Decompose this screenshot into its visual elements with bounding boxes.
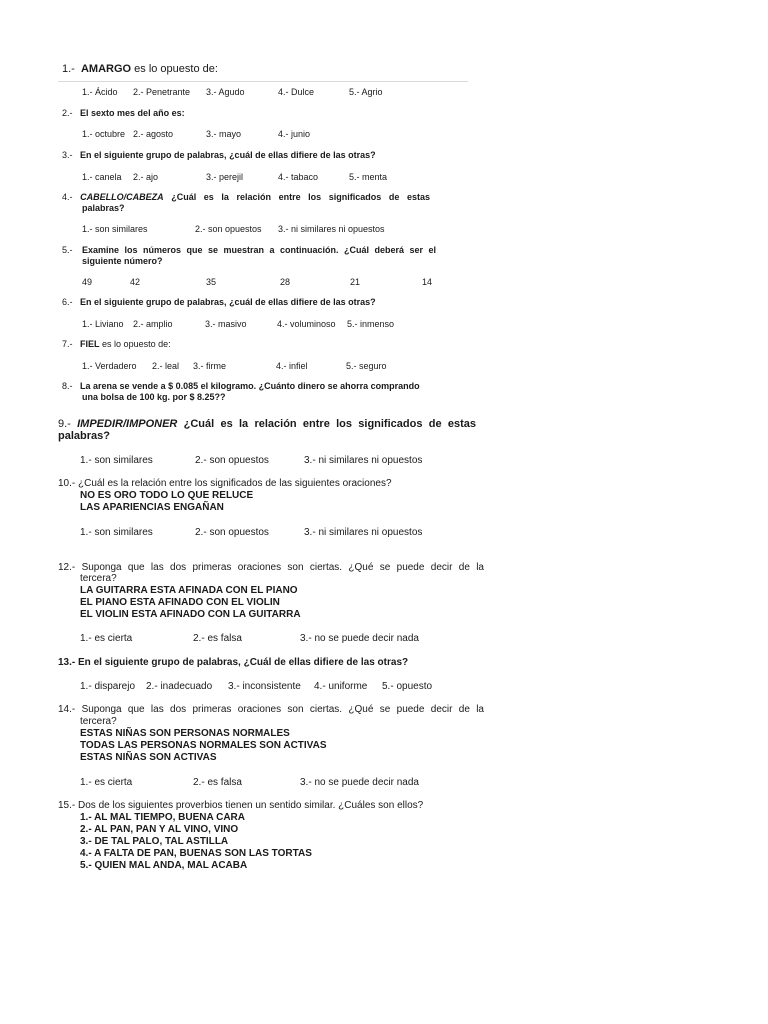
q10-sentence: LAS APARIENCIAS ENGAÑAN bbox=[80, 502, 224, 513]
q6-option: 2.- amplio bbox=[133, 319, 173, 329]
q7-option: 5.- seguro bbox=[346, 361, 387, 371]
q3-option: 1.- canela bbox=[82, 172, 122, 182]
q14-option: 1.- es cierta bbox=[80, 777, 133, 788]
q9-option: 1.- son similares bbox=[80, 455, 153, 466]
q14-sentence: TODAS LAS PERSONAS NORMALES SON ACTIVAS bbox=[80, 740, 327, 751]
q7-option: 2.- leal bbox=[152, 361, 180, 371]
divider bbox=[58, 81, 468, 82]
q6-option: 4.- voluminoso bbox=[277, 319, 336, 329]
q14-text: Suponga que las dos primeras oraciones son ciertas. ¿Qué se puede decir de la bbox=[81, 704, 484, 715]
q2-number: 2.- bbox=[62, 108, 73, 118]
q9-text: ¿Cuál es la relación entre los significados de estas bbox=[183, 418, 476, 430]
q5-line bbox=[82, 245, 436, 255]
q5-option: 49 bbox=[82, 277, 93, 287]
q8-text-cont: una bolsa de 100 kg. por $ 8.25?? bbox=[82, 392, 226, 402]
q10-sentence: NO ES ORO TODO LO QUE RELUCE bbox=[80, 490, 254, 501]
q14-sentence: ESTAS NIÑAS SON PERSONAS NORMALES bbox=[80, 728, 290, 739]
q6-line bbox=[62, 297, 376, 307]
q4-line bbox=[62, 192, 430, 202]
q7-text: es lo opuesto de: bbox=[102, 339, 171, 349]
q7-option: 3.- firme bbox=[193, 361, 227, 371]
q5-number: 5.- bbox=[62, 245, 73, 255]
q7-line bbox=[62, 339, 171, 349]
q1-text: es lo opuesto de: bbox=[134, 63, 218, 75]
q15-proverb: 4.- A FALTA DE PAN, BUENAS SON LAS TORTAS bbox=[80, 848, 312, 859]
q7-option: 4.- infiel bbox=[276, 361, 308, 371]
q1-option: 5.- Agrio bbox=[349, 87, 383, 97]
q12-text-cont: tercera? bbox=[80, 573, 117, 584]
q5-option: 42 bbox=[130, 277, 141, 287]
q15-proverb: 1.- AL MAL TIEMPO, BUENA CARA bbox=[80, 812, 246, 823]
q1-number: 1.- bbox=[62, 63, 75, 75]
q4-text: ¿Cuál es la relación entre los significados de estas bbox=[171, 192, 430, 202]
q15-line bbox=[58, 800, 423, 811]
q15-proverb: 3.- DE TAL PALO, TAL ASTILLA bbox=[80, 836, 229, 847]
q2-option: 2.- agosto bbox=[133, 129, 174, 139]
q9-text-cont: palabras? bbox=[58, 430, 110, 442]
q4-text-cont: palabras? bbox=[82, 203, 125, 213]
q6-option: 3.- masivo bbox=[205, 319, 247, 329]
q13-option: 5.- opuesto bbox=[382, 681, 433, 692]
q12-option: 3.- no se puede decir nada bbox=[300, 633, 419, 644]
q3-number: 3.- bbox=[62, 150, 73, 160]
q5-text-cont: siguiente número? bbox=[82, 256, 163, 266]
q3-option: 2.- ajo bbox=[133, 172, 159, 182]
q14-text-cont: tercera? bbox=[80, 716, 117, 727]
q15-proverb: 2.- AL PAN, PAN Y AL VINO, VINO bbox=[80, 824, 239, 835]
q5-option: 21 bbox=[350, 277, 361, 287]
q2-line bbox=[62, 108, 185, 118]
q10-text: ¿Cuál es la relación entre los significados de las siguientes oraciones? bbox=[78, 478, 392, 489]
q12-number: 12.- bbox=[58, 562, 76, 573]
q12-option: 2.- es falsa bbox=[193, 633, 242, 644]
q13-number: 13.- bbox=[58, 657, 76, 668]
q10-line bbox=[58, 478, 392, 489]
q7-keyword: FIEL bbox=[80, 339, 100, 349]
q6-option: 1.- Liviano bbox=[82, 319, 124, 329]
q14-option: 3.- no se puede decir nada bbox=[300, 777, 419, 788]
q9-option: 2.- son opuestos bbox=[195, 455, 269, 466]
q1-option: 2.- Penetrante bbox=[133, 87, 191, 97]
q14-sentence: ESTAS NIÑAS SON ACTIVAS bbox=[80, 752, 217, 763]
q2-text: El sexto mes del año es: bbox=[80, 108, 185, 118]
q15-number: 15.- bbox=[58, 800, 76, 811]
q1-option: 4.- Dulce bbox=[278, 87, 315, 97]
q6-text: En el siguiente grupo de palabras, ¿cuál de ellas difiere de las otras? bbox=[80, 297, 376, 307]
q3-option: 4.- tabaco bbox=[278, 172, 319, 182]
q9-keyword: IMPEDIR/IMPONER bbox=[77, 418, 178, 430]
q15-text: Dos de los siguientes proverbios tienen un sentido similar. ¿Cuáles son ellos? bbox=[78, 800, 424, 811]
q5-option: 28 bbox=[280, 277, 291, 287]
q10-number: 10.- bbox=[58, 478, 76, 489]
q6-number: 6.- bbox=[62, 297, 73, 307]
q2-option: 1.- octubre bbox=[82, 129, 126, 139]
q13-line bbox=[58, 657, 408, 668]
q8-line bbox=[62, 381, 420, 391]
q12-sentence: LA GUITARRA ESTA AFINADA CON EL PIANO bbox=[80, 585, 298, 596]
q12-line bbox=[58, 562, 484, 573]
q7-option: 1.- Verdadero bbox=[82, 361, 137, 371]
q1-option: 1.- Ácido bbox=[82, 87, 118, 97]
q1-option: 3.- Agudo bbox=[206, 87, 245, 97]
q9-number: 9.- bbox=[58, 418, 71, 430]
q5-text: Examine los números que se muestran a continuación. ¿Cuál deberá ser el bbox=[82, 245, 436, 255]
q10-option: 3.- ni similares ni opuestos bbox=[304, 527, 423, 538]
q13-option: 1.- disparejo bbox=[80, 681, 136, 692]
q2-option: 4.- junio bbox=[278, 129, 311, 139]
q12-sentence: EL PIANO ESTA AFINADO CON EL VIOLIN bbox=[80, 597, 280, 608]
q4-option: 3.- ni similares ni opuestos bbox=[278, 224, 385, 234]
q1-line bbox=[62, 63, 218, 75]
q7-number: 7.- bbox=[62, 339, 73, 349]
q14-line bbox=[58, 704, 484, 715]
q2-option: 3.- mayo bbox=[206, 129, 242, 139]
q8-number: 8.- bbox=[62, 381, 73, 391]
q3-option: 3.- perejil bbox=[206, 172, 244, 182]
q4-option: 2.- son opuestos bbox=[195, 224, 262, 234]
q5-option: 35 bbox=[206, 277, 217, 287]
q4-keyword: CABELLO/CABEZA bbox=[80, 192, 164, 202]
q12-sentence: EL VIOLIN ESTA AFINADO CON LA GUITARRA bbox=[80, 609, 301, 620]
q3-option: 5.- menta bbox=[349, 172, 388, 182]
q4-number: 4.- bbox=[62, 192, 73, 202]
q4-option: 1.- son similares bbox=[82, 224, 148, 234]
q9-option: 3.- ni similares ni opuestos bbox=[304, 455, 423, 466]
q13-option: 2.- inadecuado bbox=[146, 681, 213, 692]
q10-option: 1.- son similares bbox=[80, 527, 153, 538]
q12-text: Suponga que las dos primeras oraciones son ciertas. ¿Qué se puede decir de la bbox=[81, 562, 484, 573]
q12-option: 1.- es cierta bbox=[80, 633, 133, 644]
q9-line bbox=[58, 418, 476, 430]
q3-text: En el siguiente grupo de palabras, ¿cuál de ellas difiere de las otras? bbox=[80, 150, 376, 160]
q6-option: 5.- inmenso bbox=[347, 319, 395, 329]
q14-option: 2.- es falsa bbox=[193, 777, 242, 788]
q13-option: 4.- uniforme bbox=[314, 681, 368, 692]
q13-text: En el siguiente grupo de palabras, ¿Cuál de ellas difiere de las otras? bbox=[78, 657, 409, 668]
q10-option: 2.- son opuestos bbox=[195, 527, 269, 538]
q14-number: 14.- bbox=[58, 704, 76, 715]
q5-option: 14 bbox=[422, 277, 433, 287]
q8-text: La arena se vende a $ 0.085 el kilogramo. ¿Cuánto dinero se ahorra comprando bbox=[80, 381, 420, 391]
q3-line bbox=[62, 150, 376, 160]
q13-option: 3.- inconsistente bbox=[228, 681, 301, 692]
q1-keyword: AMARGO bbox=[80, 63, 132, 75]
q15-proverb: 5.- QUIEN MAL ANDA, MAL ACABA bbox=[80, 860, 248, 871]
